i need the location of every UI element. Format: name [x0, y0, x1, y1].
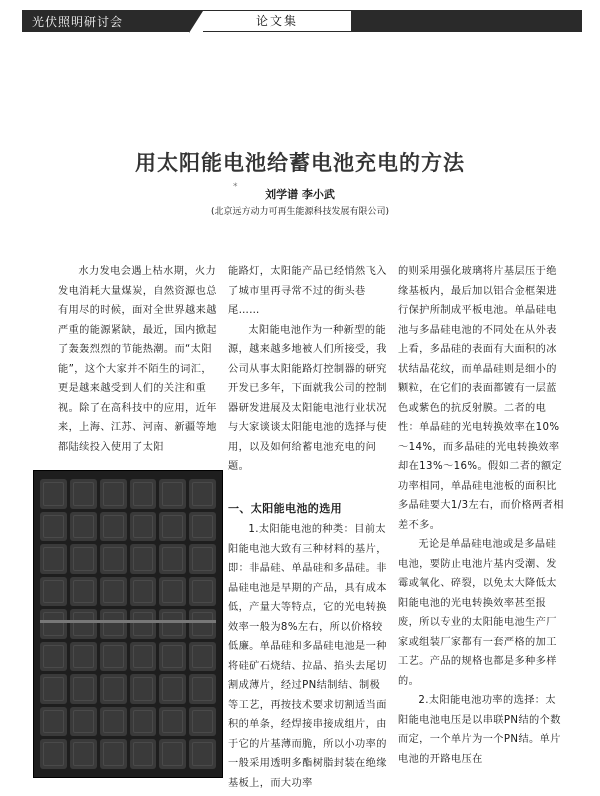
solar-cell: [70, 512, 97, 542]
solar-cell: [40, 739, 67, 769]
solar-cell: [40, 642, 67, 672]
solar-panel-photo: [33, 470, 223, 778]
solar-cell: [100, 512, 127, 542]
paragraph: 2.太阳能电池功率的选择：太阳能电池电压是以串联PN结的个数而定，一个单片为一个PN结。单片电池的开路电压在: [398, 695, 561, 765]
solar-cell: [70, 479, 97, 509]
header-section-tab: 论文集: [202, 10, 352, 32]
solar-cell: [159, 642, 186, 672]
solar-cell: [189, 479, 216, 509]
text-column-1: [58, 262, 218, 457]
solar-cell: [70, 674, 97, 704]
solar-cell: [130, 577, 157, 607]
solar-cell: [100, 577, 127, 607]
solar-cell: [40, 707, 67, 737]
solar-cell: [189, 609, 216, 639]
solar-cell: [70, 544, 97, 574]
solar-cell: [159, 544, 186, 574]
paragraph: 的则采用强化玻璃将片基层压于绝缘基板内，最后加以铝合金框架进行保护所制成平板电池。单晶硅电池与多晶硅电池的不同处在从外表上看，多晶硅的表面有大面积的冰状结晶花纹，而单晶硅则是细小的颗粒，在它们的表面都镀有一层蓝色或紫色的抗反射膜。二者的电性：单晶硅的光电转换效率在10%～14%，而多晶硅的光电转换效率却在13%～16%。假如二者的额定功率相同，单晶硅电池板的面积比多晶硅要大1/3左右，而价格两者相差不多。: [398, 266, 564, 531]
solar-cell-grid: [40, 479, 216, 769]
solar-cell: [70, 707, 97, 737]
solar-cell: [100, 609, 127, 639]
solar-cell: [189, 674, 216, 704]
solar-cell: [40, 512, 67, 542]
solar-cell: [40, 577, 67, 607]
paragraph: 无论是单晶硅电池或是多晶硅电池，要防止电池片基内受潮、发霉或氧化、碎裂，以免太大降低太阳能电池的光电转换效率甚至报废，所以专业的太阳能电池生产厂家或组装厂家都有一套严格的加工工艺。产品的规格也都是多种多样的。: [398, 539, 557, 687]
paragraph: 太阳能电池作为一种新型的能源，越来越多地被人们所接受，我公司从事太阳能路灯控制器的研究开发已多年，下面就我公司的控制器研发进展及太阳能电池行业状况与大家谈谈太阳能电池的选择与使用，以及如何给蓄电池充电的问题。: [228, 324, 387, 472]
solar-cell: [130, 642, 157, 672]
solar-cell: [159, 739, 186, 769]
author-affiliation: (北京远方动力可再生能源科技发展有限公司): [210, 207, 390, 217]
solar-cell: [189, 512, 216, 542]
solar-cell: [159, 479, 186, 509]
solar-cell: [159, 512, 186, 542]
footnote-mark: *: [233, 182, 238, 192]
solar-cell: [70, 739, 97, 769]
section-heading: 一、太阳能电池的选用: [228, 501, 342, 515]
text-column-2: [228, 262, 388, 793]
solar-cell: [189, 544, 216, 574]
solar-cell: [159, 707, 186, 737]
solar-cell: [130, 674, 157, 704]
solar-cell: [159, 577, 186, 607]
solar-cell: [130, 544, 157, 574]
solar-cell: [189, 739, 216, 769]
solar-cell: [40, 544, 67, 574]
solar-cell: [130, 707, 157, 737]
solar-cell: [100, 642, 127, 672]
running-header: [22, 10, 582, 32]
solar-cell: [189, 577, 216, 607]
solar-cell: [70, 609, 97, 639]
solar-cell: [100, 739, 127, 769]
solar-cell: [100, 544, 127, 574]
panel-busbar: [40, 620, 216, 623]
solar-cell: [189, 642, 216, 672]
solar-cell: [100, 707, 127, 737]
solar-cell: [100, 674, 127, 704]
article-title: 用太阳能电池给蓄电池充电的方法: [135, 151, 465, 175]
solar-cell: [40, 674, 67, 704]
solar-cell: [130, 739, 157, 769]
solar-cell: [40, 609, 67, 639]
solar-cell: [130, 512, 157, 542]
text-column-3: [398, 262, 564, 769]
solar-cell: [40, 479, 67, 509]
solar-cell: [70, 642, 97, 672]
solar-cell: [159, 674, 186, 704]
solar-cell: [130, 479, 157, 509]
paragraph: 能路灯，太阳能产品已经悄然飞入了城市里再寻常不过的街头巷尾……: [228, 266, 387, 316]
solar-cell: [100, 479, 127, 509]
solar-cell: [159, 609, 186, 639]
paragraph: 水力发电会遇上枯水期，火力发电消耗大量煤炭，自然资源也总有用尽的时候，面对全世界越来越严重的能源紧缺，最近，国内掀起了轰轰烈烈的节能热潮。而“太阳能”，这个大家并不陌生的词汇，更是越来越受到人们的关注和重视。除了在高科技中的应用，近年来，上海、江苏、河南、新疆等地都陆续投入使用了太阳: [58, 266, 217, 453]
article-authors: 刘学谱 李小武: [265, 188, 335, 201]
solar-cell: [130, 609, 157, 639]
header-conference-label: 光伏照明研讨会: [32, 15, 124, 29]
paragraph: 1.太阳能电池的种类：目前太阳能电池大致有三种材料的基片，即：非晶硅、单晶硅和多晶硅。非晶硅电池是早期的产品，具有成本低，产量大等特点，它的光电转换效率一般为8%左右，所以价格较低廉。单晶硅和多晶硅电池是一种将硅矿石烧结、拉晶、掐头去尾切割成薄片，经过PN结制结、制极等工艺，再按技术要求切割适当面积的单条，经焊接串接成组片，由于它的片基薄而脆，所以小功率的一般采用透明多酯树脂封装在绝缘基板上，而大功率: [228, 524, 387, 789]
solar-cell: [70, 577, 97, 607]
solar-cell: [189, 707, 216, 737]
